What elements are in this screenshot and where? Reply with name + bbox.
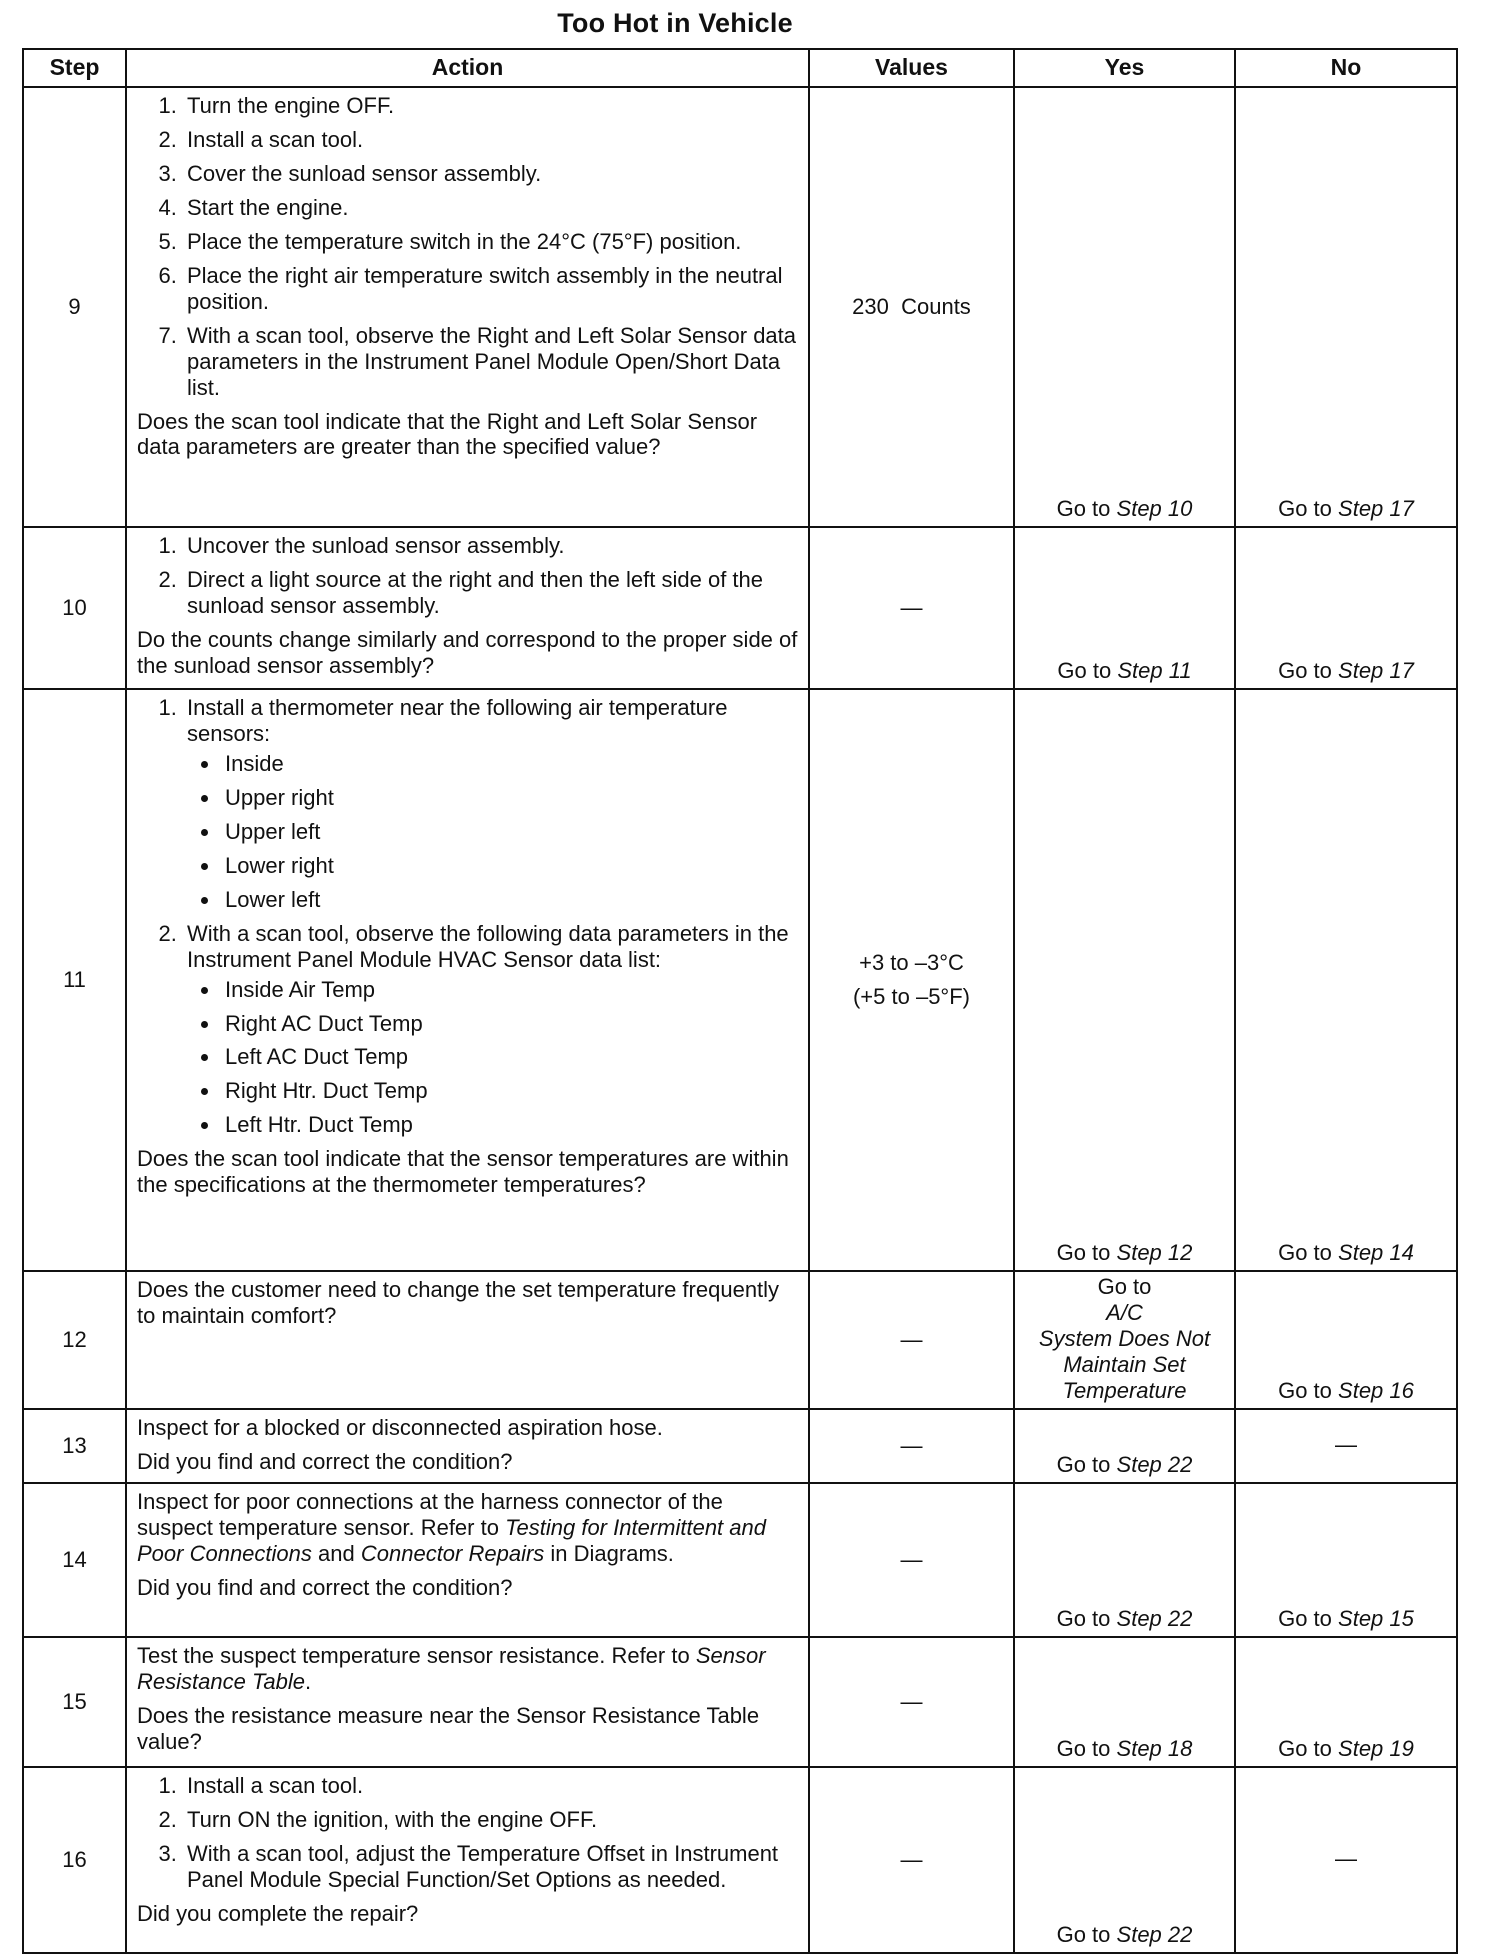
yes-goto: Go to Step 22 xyxy=(1056,1451,1193,1477)
no-cell xyxy=(1235,1271,1457,1409)
no-goto: Go to Step 15 xyxy=(1278,1605,1414,1631)
no-cell xyxy=(1235,1637,1457,1767)
value-cell: — xyxy=(809,1271,1014,1409)
question-text: Did you find and correct the condition? xyxy=(137,1448,513,1474)
step-number: 14 xyxy=(23,1483,126,1637)
yes-goto: Go to Step 18 xyxy=(1056,1735,1193,1761)
yes-cell xyxy=(1014,1483,1235,1637)
value-cell: — xyxy=(809,1637,1014,1767)
no-goto: Go to Step 19 xyxy=(1278,1735,1414,1761)
step-number: 12 xyxy=(23,1271,126,1409)
step-number: 13 xyxy=(23,1409,126,1483)
list-item: 2. Turn ON the ignition, with the engine OFF. xyxy=(183,1807,800,1833)
list-item xyxy=(183,695,800,913)
value-cell: — xyxy=(809,1767,1014,1953)
table-row-step-15 xyxy=(23,1637,1457,1767)
diagnostic-table xyxy=(22,48,1458,1954)
yes-goto: Go to A/C System Does Not Maintain Set Temperature xyxy=(1038,1274,1211,1403)
table-row-step-12 xyxy=(23,1271,1457,1409)
no-cell xyxy=(1235,1483,1457,1637)
action-list xyxy=(137,695,800,1138)
action-cell xyxy=(126,1637,809,1767)
action-list xyxy=(137,93,800,401)
ref-sensor-resistance: Sensor Resistance Table xyxy=(137,1642,766,1694)
action-cell xyxy=(126,1483,809,1637)
list-item: 2. Direct a light source at the right and then the left side of the sunload sensor assembly. xyxy=(183,567,800,619)
action-cell xyxy=(126,87,809,527)
no-goto: Go to Step 16 xyxy=(1278,1377,1414,1403)
yes-cell xyxy=(1014,527,1235,689)
parameter-list xyxy=(187,977,800,1139)
action-cell xyxy=(126,527,809,689)
list-item: 2. Install a scan tool. xyxy=(183,127,800,153)
list-item: 6. Place the right air temperature switch assembly in the neutral position. xyxy=(183,263,800,315)
value-fahrenheit: (+5 to –5°F) xyxy=(852,984,970,1009)
yes-goto: Go to Step 22 xyxy=(1056,1921,1193,1947)
header-step: Step xyxy=(23,49,126,87)
value-cell xyxy=(809,689,1014,1271)
list-item: • Inside xyxy=(221,751,800,777)
ref-intermittent: Testing for Intermittent and Poor Connections xyxy=(137,1514,766,1566)
value-cell: 230 Counts xyxy=(809,87,1014,527)
value-cell: — xyxy=(809,1483,1014,1637)
step-number: 10 xyxy=(23,527,126,689)
list-item: 3. With a scan tool, adjust the Temperature Offset in Instrument Panel Module Special Function/Set Options as needed. xyxy=(183,1841,800,1893)
action-text: Test the suspect temperature sensor resistance. Refer to Sensor Resistance Table. xyxy=(137,1642,766,1694)
table-row-step-11 xyxy=(23,689,1457,1271)
yes-goto: Go to Step 10 xyxy=(1056,496,1193,522)
question-text: Did you find and correct the condition? xyxy=(137,1574,513,1600)
list-item: 7. With a scan tool, observe the Right and Left Solar Sensor data parameters in the Instrument Panel Module Open/Short Data list. xyxy=(183,323,800,401)
yes-cell xyxy=(1014,689,1235,1271)
header-values: Values xyxy=(809,49,1014,87)
action-cell xyxy=(126,1271,809,1409)
action-text: Inspect for a blocked or disconnected aspiration hose. xyxy=(137,1414,663,1440)
action-list xyxy=(137,1773,800,1893)
table-row-step-14 xyxy=(23,1483,1457,1637)
table-row-step-13 xyxy=(23,1409,1457,1483)
list-item: • Upper right xyxy=(221,785,800,811)
list-item: • Right Htr. Duct Temp xyxy=(221,1078,800,1104)
list-item: • Inside Air Temp xyxy=(221,977,800,1003)
question-text: Does the scan tool indicate that the Right and Left Solar Sensor data parameters are greater than the specified value? xyxy=(137,408,758,460)
no-cell: — xyxy=(1235,1767,1457,1953)
value-cell: — xyxy=(809,1409,1014,1483)
yes-cell xyxy=(1014,87,1235,527)
no-goto: Go to Step 17 xyxy=(1278,496,1414,522)
yes-cell xyxy=(1014,1409,1235,1483)
step-number: 9 xyxy=(23,87,126,527)
table-row-step-9 xyxy=(23,87,1457,527)
value-celsius: +3 to –3°C xyxy=(859,950,964,975)
no-cell xyxy=(1235,527,1457,689)
yes-cell xyxy=(1014,1271,1235,1409)
no-cell: — xyxy=(1235,1409,1457,1483)
table-row-step-16 xyxy=(23,1767,1457,1953)
header-yes: Yes xyxy=(1014,49,1235,87)
table-row-step-10 xyxy=(23,527,1457,689)
no-cell xyxy=(1235,689,1457,1271)
list-item: 1. Uncover the sunload sensor assembly. xyxy=(183,533,800,559)
question-text: Does the resistance measure near the Sensor Resistance Table value? xyxy=(137,1702,760,1754)
list-item: • Lower right xyxy=(221,853,800,879)
question-text: Does the scan tool indicate that the sensor temperatures are within the specifications at the thermometer temperatures? xyxy=(137,1146,789,1198)
step-number: 16 xyxy=(23,1767,126,1953)
page-title: Too Hot in Vehicle xyxy=(557,8,793,38)
list-item: • Left Htr. Duct Temp xyxy=(221,1112,800,1138)
question-text: Do the counts change similarly and correspond to the proper side of the sunload sensor assembly? xyxy=(137,626,798,678)
list-item: • Right AC Duct Temp xyxy=(221,1011,800,1037)
list-item: 1. Turn the engine OFF. xyxy=(183,93,800,119)
question-text: Does the customer need to change the set temperature frequently to maintain comfort? xyxy=(137,1277,780,1328)
no-goto: Go to Step 14 xyxy=(1278,1240,1414,1266)
action-text: With a scan tool, observe the following data parameters in the Instrument Panel Module HVAC Sensor data list: xyxy=(187,920,789,972)
action-text: Install a thermometer near the following air temperature sensors: xyxy=(187,695,728,746)
action-list xyxy=(137,533,800,619)
action-cell xyxy=(126,689,809,1271)
action-cell xyxy=(126,1409,809,1483)
no-cell xyxy=(1235,87,1457,527)
yes-goto: Go to Step 12 xyxy=(1056,1240,1193,1266)
action-cell xyxy=(126,1767,809,1953)
step-number: 15 xyxy=(23,1637,126,1767)
header-no: No xyxy=(1235,49,1457,87)
yes-cell xyxy=(1014,1767,1235,1953)
list-item: 1. Install a scan tool. xyxy=(183,1773,800,1799)
list-item: 4. Start the engine. xyxy=(183,195,800,221)
header-row xyxy=(23,49,1457,87)
list-item: • Lower left xyxy=(221,887,800,913)
yes-cell xyxy=(1014,1637,1235,1767)
value-cell: — xyxy=(809,527,1014,689)
list-item: 5. Place the temperature switch in the 24°C (75°F) position. xyxy=(183,229,800,255)
list-item: 3. Cover the sunload sensor assembly. xyxy=(183,161,800,187)
action-text: Inspect for poor connections at the harness connector of the suspect temperature sensor. Refer to Testing for Intermittent and Poor Connections and Connector Repairs in Diagrams. xyxy=(137,1488,766,1566)
yes-goto: Go to Step 22 xyxy=(1056,1605,1193,1631)
step-number: 11 xyxy=(23,689,126,1271)
ref-connector-repairs: Connector Repairs xyxy=(360,1540,545,1566)
yes-goto: Go to Step 11 xyxy=(1057,658,1192,684)
list-item: • Upper left xyxy=(221,819,800,845)
sensor-list xyxy=(187,751,800,913)
question-text: Did you complete the repair? xyxy=(137,1900,419,1926)
no-goto: Go to Step 17 xyxy=(1278,658,1414,684)
list-item xyxy=(183,921,800,1139)
header-action: Action xyxy=(126,49,809,87)
list-item: • Left AC Duct Temp xyxy=(221,1044,800,1070)
